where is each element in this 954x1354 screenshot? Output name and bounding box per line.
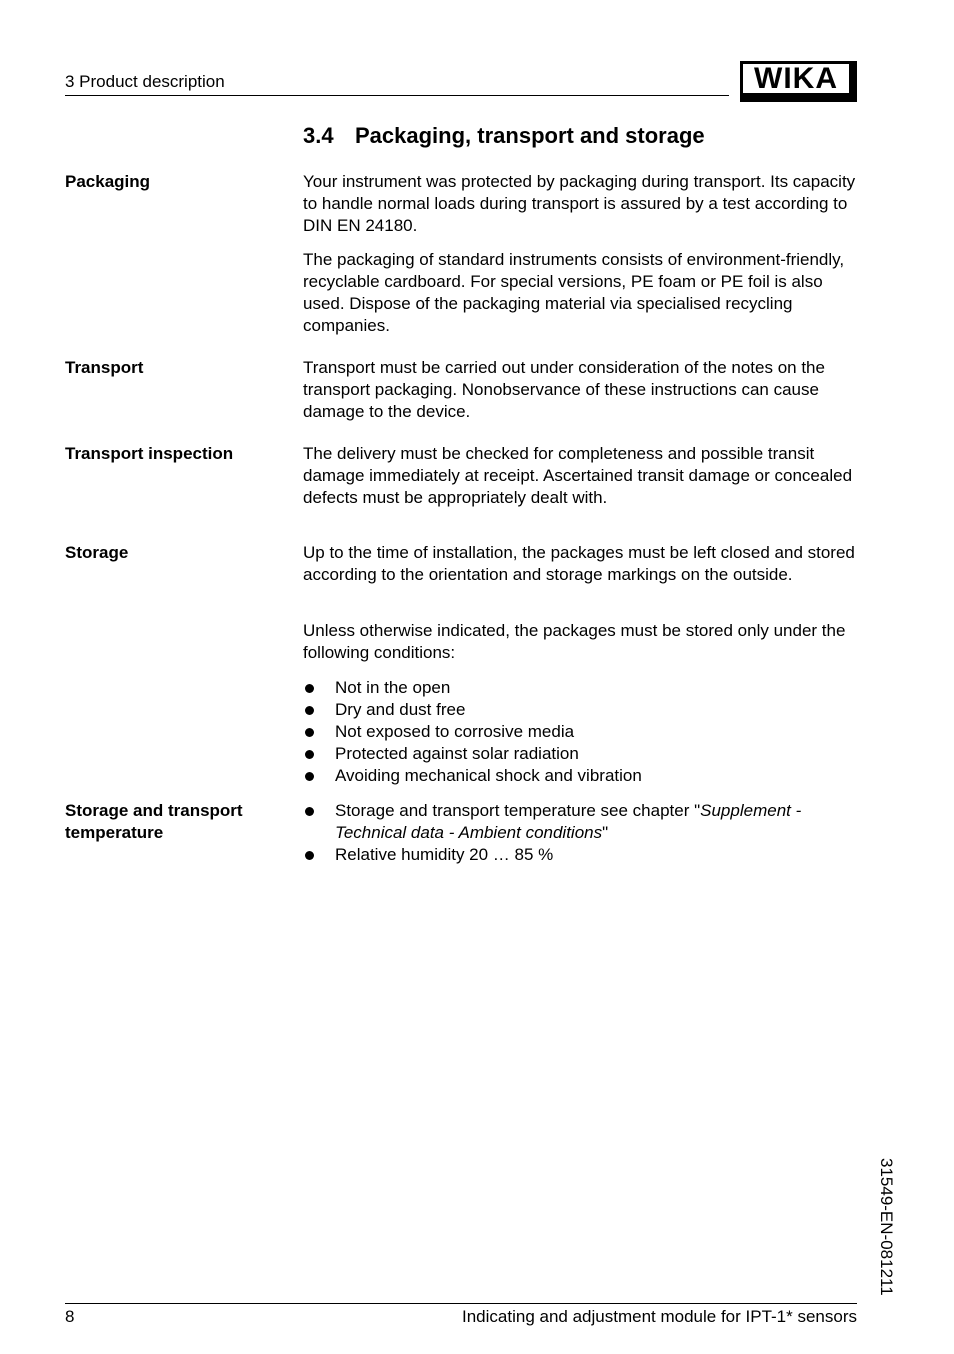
transport-paragraph: Transport must be carried out under consideration of the notes on the transport packaging. Nonobservance of these instructions can cause damage to the device. xyxy=(303,358,825,421)
logo-text: WIKA xyxy=(754,61,838,95)
logo-shadow-bottom xyxy=(740,96,857,102)
label-storage-temperature: Storage and transport temperature xyxy=(65,801,243,842)
list-item: Not exposed to corrosive media xyxy=(303,721,859,743)
temperature-list xyxy=(303,800,859,866)
running-header: 3 Product description xyxy=(65,72,225,91)
label-transport-inspection: Transport inspection xyxy=(65,444,234,463)
list-item: Avoiding mechanical shock and vibration xyxy=(303,765,859,787)
inspection-paragraph: The delivery must be checked for completeness and possible transit damage immediately at receipt. Ascertained transit damage or concealed defects must be appropriately dealt with. xyxy=(303,444,853,507)
footer-document-title: Indicating and adjustment module for IPT-1* sensors xyxy=(462,1307,857,1326)
section-number: 3.4 xyxy=(303,123,334,148)
footer-divider xyxy=(65,1303,857,1304)
section-heading xyxy=(303,123,705,149)
list-item: Protected against solar radiation xyxy=(303,743,859,765)
bullet-icon xyxy=(305,684,314,693)
bullet-icon xyxy=(305,706,314,715)
storage-paragraph-2: Unless otherwise indicated, the packages must be stored only under the following conditions: xyxy=(303,621,846,662)
storage-paragraph-1: Up to the time of installation, the packages must be left closed and stored according to the orientation and storage markings on the outside. xyxy=(303,543,855,584)
wika-logo xyxy=(740,61,852,96)
document-code: 31549-EN-081211 xyxy=(877,1158,896,1296)
section-title: Packaging, transport and storage xyxy=(355,123,705,148)
bullet-icon xyxy=(305,750,314,759)
chapter-reference: Supplement - Technical data - Ambient conditions xyxy=(335,801,802,842)
packaging-paragraph-1: Your instrument was protected by packaging during transport. Its capacity to handle normal loads during transport is assured by a test according to DIN EN 24180. xyxy=(303,172,856,235)
list-item: Dry and dust free xyxy=(303,699,859,721)
bullet-icon xyxy=(305,728,314,737)
page-number: 8 xyxy=(65,1307,75,1326)
packaging-paragraph-2: The packaging of standard instruments consists of environment-friendly, recyclable cardboard. For special versions, PE foam or PE foil is also used. Dispose of the packaging material via specialised recycling companies. xyxy=(303,250,845,335)
list-item: Storage and transport temperature see chapter "Supplement - Technical data - Ambient conditions" xyxy=(303,800,859,844)
bullet-icon xyxy=(305,772,314,781)
list-item: Relative humidity 20 … 85 % xyxy=(303,844,859,866)
storage-conditions-list xyxy=(303,677,859,787)
label-packaging: Packaging xyxy=(65,172,151,191)
header-divider xyxy=(65,95,729,96)
bullet-icon xyxy=(305,807,314,816)
bullet-icon xyxy=(305,851,314,860)
list-item: Not in the open xyxy=(303,677,859,699)
label-transport: Transport xyxy=(65,358,144,377)
label-storage: Storage xyxy=(65,543,129,562)
